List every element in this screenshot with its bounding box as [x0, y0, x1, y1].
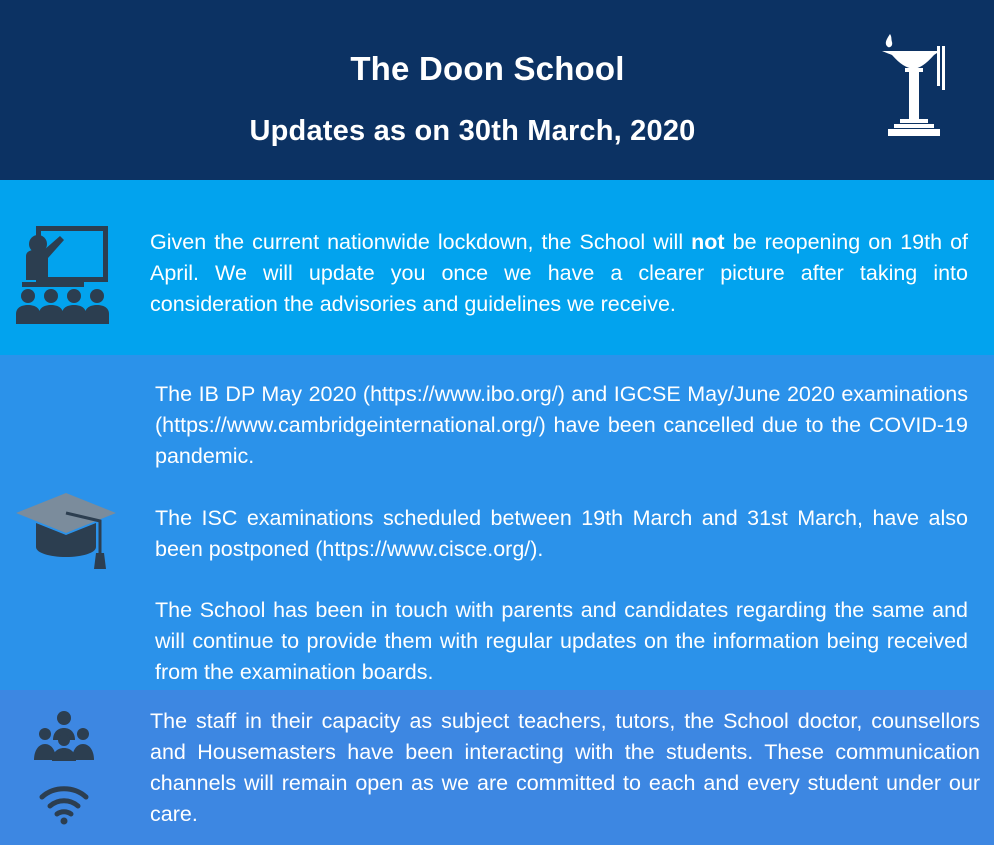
wifi-icon [38, 783, 90, 825]
page-subtitle: Updates as on 30th March, 2020 [249, 115, 696, 147]
reopening-text: Given the current nationwide lockdown, the School will not be reopening on 19th of April. We will update you once we have a clearer picture after taking into consideration the advisories and guidelines we receive. [150, 230, 968, 316]
page-title: The Doon School [350, 50, 625, 87]
header-banner [0, 0, 994, 180]
exams-text-cancelled: The IB DP May 2020 (https://www.ibo.org/) and IGCSE May/June 2020 examinations (https://www.cambridgeinternational.org/) have been cancelled due to the COVID-19 pandemic. [155, 382, 968, 468]
lamp-emblem-icon [880, 32, 948, 140]
exams-text-updates: The School has been in touch with parents and candidates regarding the same and will continue to provide them with regular updates on the information being received from the examination boards. [155, 598, 968, 684]
group-people-icon [33, 710, 95, 762]
emphasis-not: not [691, 230, 725, 254]
staff-text: The staff in their capacity as subject teachers, tutors, the School doctor, counsellors and Housemasters have been interacting with the students. These communication channels will remain open as we are committed to each and every student under our care. [150, 709, 980, 826]
graduation-cap-icon [14, 491, 118, 573]
exams-text-postponed: The ISC examinations scheduled between 19th March and 31st March, have also been postponed (https://www.cisce.org/). [155, 506, 968, 561]
teacher-classroom-icon [14, 222, 112, 326]
